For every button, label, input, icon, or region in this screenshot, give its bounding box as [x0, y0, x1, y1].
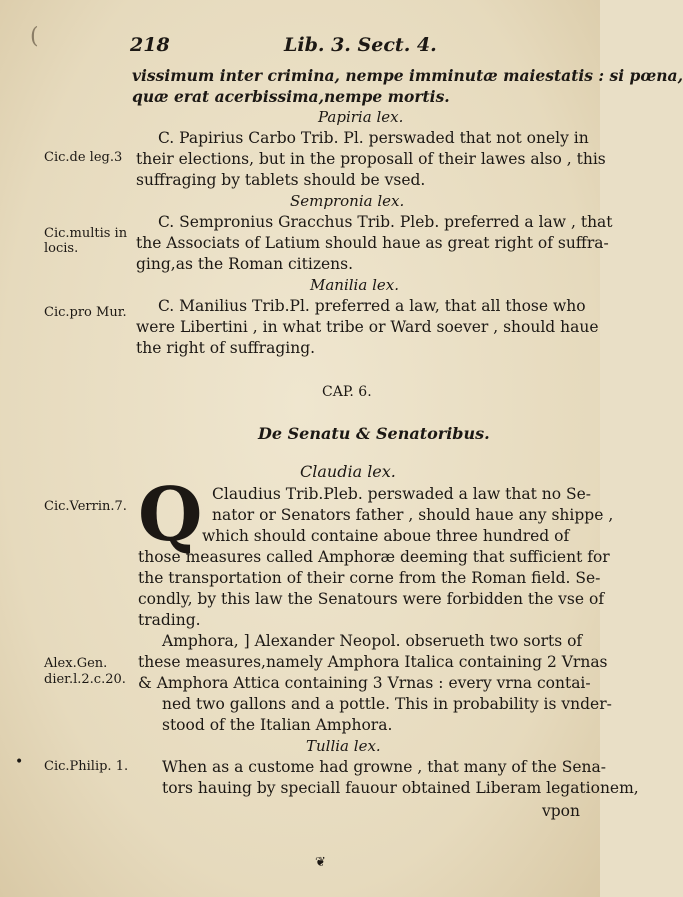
body-line: stood of the Italian Amphora.: [162, 716, 393, 734]
margin-note: Cic.Philip. 1.: [44, 759, 129, 774]
chapter-heading: CAP. 6.: [322, 384, 372, 400]
body-line: were Libertini , in what tribe or Ward soever , should haue: [136, 318, 599, 336]
body-line: nator or Senators father , should haue any shippe ,: [212, 506, 614, 524]
body-line: condly, by this law the Senatours were forbidden the vse of: [138, 590, 605, 608]
margin-note: Cic.pro Mur.: [44, 305, 127, 320]
ornament-icon: ❦: [315, 855, 326, 870]
margin-note: Cic.de leg.3: [44, 150, 123, 165]
body-line: the right of suffraging.: [136, 339, 316, 357]
body-line: quæ erat acerbissima,nempe mortis.: [132, 87, 450, 106]
section-heading: Sempronia lex.: [290, 192, 405, 210]
body-line: Amphora, ] Alexander Neopol. obserueth two sorts of: [162, 632, 583, 650]
chapter-title: De Senatu & Senatoribus.: [258, 424, 490, 443]
page-corner-mark: (: [30, 24, 39, 49]
body-line: When as a custome had growne , that many of the Sena-: [162, 758, 606, 776]
section-heading: Claudia lex.: [300, 462, 396, 481]
body-line: those measures called Amphoræ deeming that sufficient for: [138, 548, 610, 566]
section-heading: Papiria lex.: [318, 108, 404, 126]
margin-note: Cic.multis in: [44, 226, 128, 241]
body-line: vissimum inter crimina, nempe imminutæ maiestatis : si pœna,: [132, 66, 683, 85]
drop-cap: Q: [138, 472, 203, 558]
body-line: the Associats of Latium should haue as great right of suffra-: [136, 234, 609, 252]
running-title: Lib. 3. Sect. 4.: [284, 34, 437, 56]
body-line: these measures,namely Amphora Italica containing 2 Vrnas: [138, 653, 608, 671]
body-line: suffraging by tablets should be vsed.: [136, 171, 426, 189]
body-line: tors hauing by speciall fauour obtained Liberam legationem,: [162, 779, 639, 797]
body-line: ned two gallons and a pottle. This in probability is vnder-: [162, 695, 612, 713]
margin-note: dier.l.2.c.20.: [44, 672, 126, 687]
body-line: the transportation of their corne from the Roman field. Se-: [138, 569, 601, 587]
margin-note: Cic.Verrin.7.: [44, 499, 127, 514]
margin-note: locis.: [44, 241, 79, 256]
body-line: ging,as the Roman citizens.: [136, 255, 354, 273]
body-line: trading.: [138, 611, 201, 629]
body-line: C. Sempronius Gracchus Trib. Pleb. preferred a law , that: [158, 213, 613, 231]
body-line: C. Papirius Carbo Trib. Pl. perswaded that not onely in: [158, 129, 589, 147]
margin-note: Alex.Gen.: [44, 656, 108, 671]
body-line: & Amphora Attica containing 3 Vrnas : every vrna contai-: [138, 674, 591, 692]
bullet-mark-icon: •: [15, 754, 24, 770]
section-heading: Tullia lex.: [306, 737, 381, 755]
page-number: 218: [130, 34, 170, 56]
body-line: C. Manilius Trib.Pl. preferred a law, that all those who: [158, 297, 586, 315]
body-line: which should containe aboue three hundred of: [202, 527, 570, 545]
body-line: their elections, but in the proposall of their lawes also , this: [136, 150, 606, 168]
section-heading: Manilia lex.: [310, 276, 399, 294]
body-line: Claudius Trib.Pleb. perswaded a law that no Se-: [212, 485, 592, 503]
catchword: vpon: [542, 802, 580, 820]
